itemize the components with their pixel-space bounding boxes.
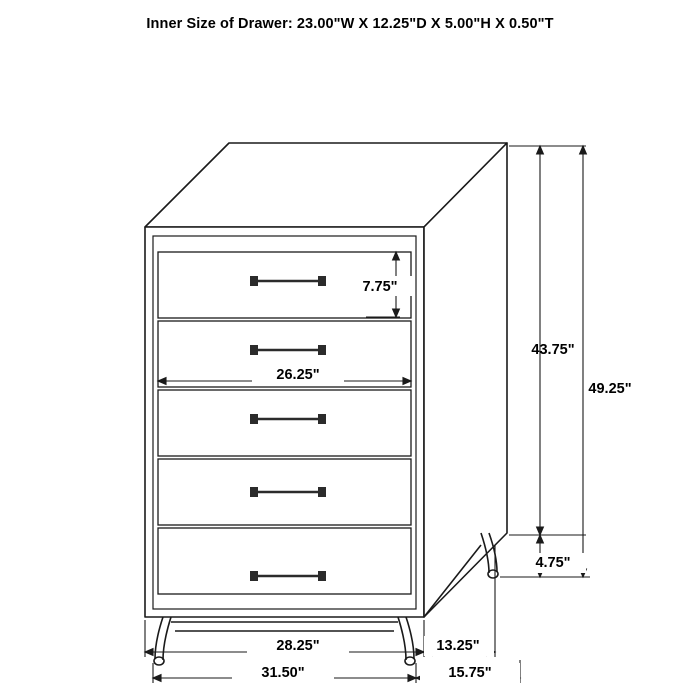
cabinet-width-label: 28.25" xyxy=(276,638,320,654)
total-width-label: 31.50" xyxy=(261,665,305,681)
total-height-label: 49.25" xyxy=(588,381,632,397)
drawer-width-label: 26.25" xyxy=(276,367,320,383)
drawer-5[interactable] xyxy=(158,528,411,594)
total-depth-label: 15.75" xyxy=(448,665,492,681)
page-title: Inner Size of Drawer: 23.00"W X 12.25"D X 5.00"H X 0.50"T xyxy=(146,16,554,32)
drawer-group xyxy=(158,252,411,594)
cabinet-depth-label: 13.25" xyxy=(436,638,480,654)
leg-front-left xyxy=(155,617,163,659)
leg-front-right xyxy=(406,617,414,659)
drawer-3[interactable] xyxy=(158,390,411,456)
drawer-height-label: 7.75" xyxy=(362,279,398,295)
leg-height-label: 4.75" xyxy=(535,555,571,571)
cabinet-height-label: 43.75" xyxy=(531,342,575,358)
